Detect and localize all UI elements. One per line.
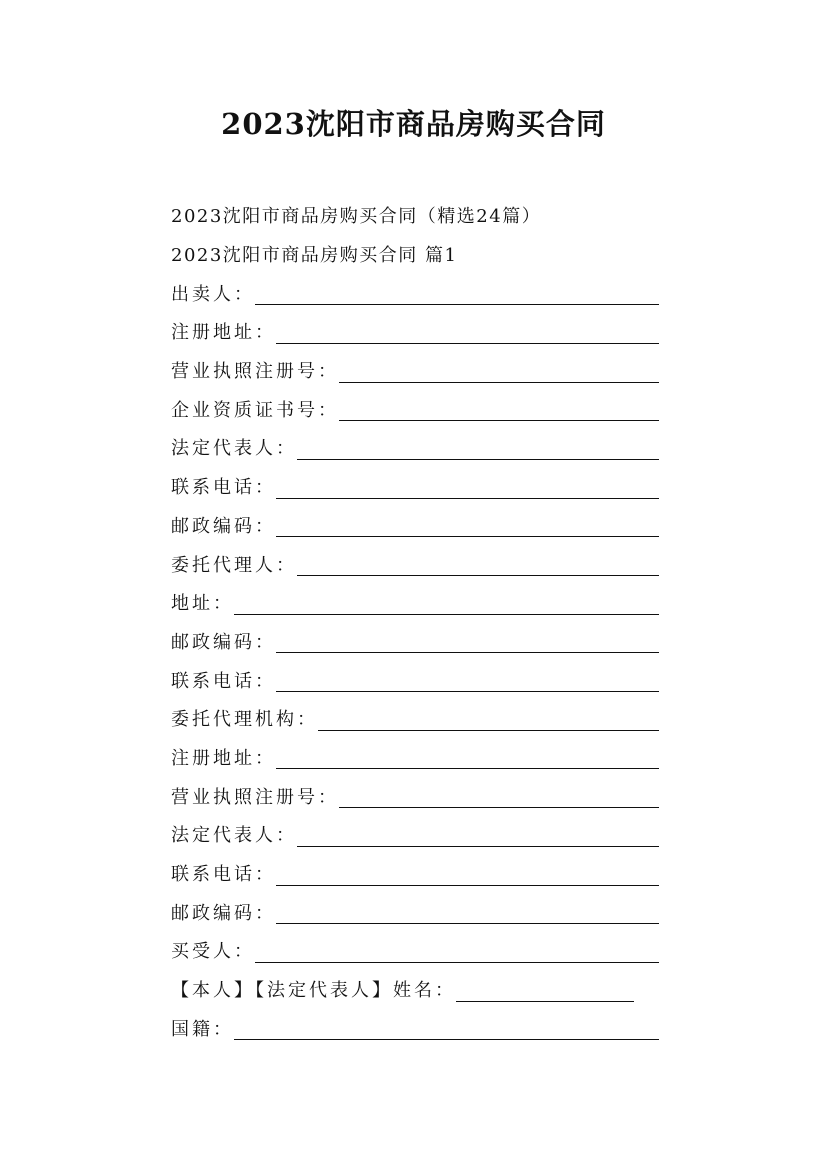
field-agency-business-license-number (171, 776, 659, 815)
field-blank[interactable] (276, 671, 659, 692)
field-buyer-name (171, 970, 659, 1009)
field-label: 营业执照注册号： (171, 786, 339, 808)
field-label: 联系电话： (171, 477, 276, 499)
field-phone (171, 660, 659, 699)
field-label: 邮政编码： (171, 515, 276, 537)
field-address (171, 583, 659, 622)
field-label: 地址： (171, 593, 234, 615)
field-blank[interactable] (297, 826, 659, 847)
field-blank[interactable] (297, 555, 659, 576)
field-label: 出卖人： (171, 283, 255, 305)
field-seller-registered-address (171, 312, 659, 351)
field-buyer (171, 931, 659, 970)
field-label: 委托代理机构： (171, 709, 318, 731)
field-label: 国籍： (171, 1018, 234, 1040)
field-blank[interactable] (339, 400, 659, 421)
field-blank[interactable] (318, 710, 659, 731)
field-blank[interactable] (297, 439, 659, 460)
field-phone (171, 467, 659, 506)
field-agency-phone (171, 854, 659, 893)
field-label: 法定代表人： (171, 438, 297, 460)
field-business-license-number (171, 351, 659, 390)
field-blank[interactable] (276, 323, 659, 344)
field-blank[interactable] (276, 865, 659, 886)
document-body (171, 196, 659, 1047)
field-postal-code (171, 506, 659, 545)
field-qualification-certificate-number (171, 389, 659, 428)
field-label: 委托代理人： (171, 554, 297, 576)
field-blank[interactable] (276, 748, 659, 769)
field-blank[interactable] (339, 362, 659, 383)
field-label: 邮政编码： (171, 631, 276, 653)
field-blank[interactable] (339, 787, 659, 808)
field-blank[interactable] (456, 981, 634, 1002)
field-blank[interactable] (234, 594, 659, 615)
field-agency-legal-representative (171, 815, 659, 854)
field-legal-representative (171, 428, 659, 467)
field-agency-postal-code (171, 892, 659, 931)
field-label: 企业资质证书号： (171, 399, 339, 421)
field-label: 注册地址： (171, 747, 276, 769)
field-blank[interactable] (276, 632, 659, 653)
field-label: 【本人】【法定代表人】姓名： (171, 980, 456, 1002)
field-blank[interactable] (255, 942, 659, 963)
field-label: 注册地址： (171, 322, 276, 344)
field-agency (171, 699, 659, 738)
field-label: 联系电话： (171, 670, 276, 692)
field-seller (171, 273, 659, 312)
field-postal-code (171, 622, 659, 661)
section-heading: 2023沈阳市商品房购买合同 篇1 (171, 245, 458, 267)
field-label: 法定代表人： (171, 825, 297, 847)
field-label: 买受人： (171, 941, 255, 963)
field-authorized-agent (171, 544, 659, 583)
field-blank[interactable] (276, 903, 659, 924)
field-nationality (171, 1008, 659, 1047)
field-label: 营业执照注册号： (171, 361, 339, 383)
field-blank[interactable] (276, 478, 659, 499)
field-blank[interactable] (234, 1019, 659, 1040)
field-agency-registered-address (171, 738, 659, 777)
field-blank[interactable] (276, 516, 659, 537)
field-blank[interactable] (255, 284, 659, 305)
document-title: 2023沈阳市商品房购买合同 (221, 107, 606, 141)
field-label: 联系电话： (171, 864, 276, 886)
field-label: 邮政编码： (171, 902, 276, 924)
subtitle-line: 2023沈阳市商品房购买合同（精选24篇） (171, 206, 542, 228)
